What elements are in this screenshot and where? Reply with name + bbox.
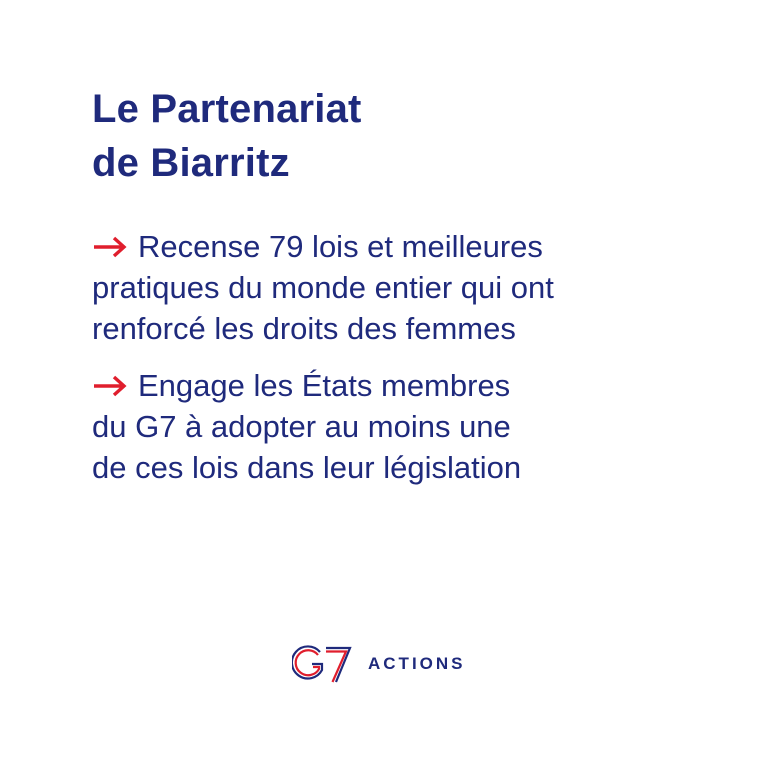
bullet-2-line-2: du G7 à adopter au moins une — [92, 409, 511, 444]
g7-actions-logo — [292, 642, 466, 686]
g7-logo-icon — [292, 642, 356, 686]
bullet-item-1 — [92, 226, 712, 349]
bullet-1-line-3: renforcé les droits des femmes — [92, 311, 516, 346]
bullet-list — [92, 226, 712, 504]
title-line-1: Le Partenariat — [92, 87, 362, 131]
bullet-1-line-2: pratiques du monde entier qui ont — [92, 270, 554, 305]
logo-text: ACTIONS — [368, 654, 466, 673]
arrow-right-icon — [92, 374, 128, 398]
arrow-right-icon — [92, 235, 128, 259]
bullet-item-2 — [92, 365, 712, 488]
bullet-2-line-3: de ces lois dans leur législation — [92, 450, 522, 485]
bullet-2-line-1 — [92, 365, 712, 406]
bullet-1-line-1 — [92, 226, 712, 267]
bullet-2-text-1: Engage les États membres — [138, 368, 511, 403]
page-title — [92, 82, 692, 190]
title-line-2: de Biarritz — [92, 141, 290, 185]
bullet-1-text-1: Recense 79 lois et meilleures — [138, 229, 543, 264]
